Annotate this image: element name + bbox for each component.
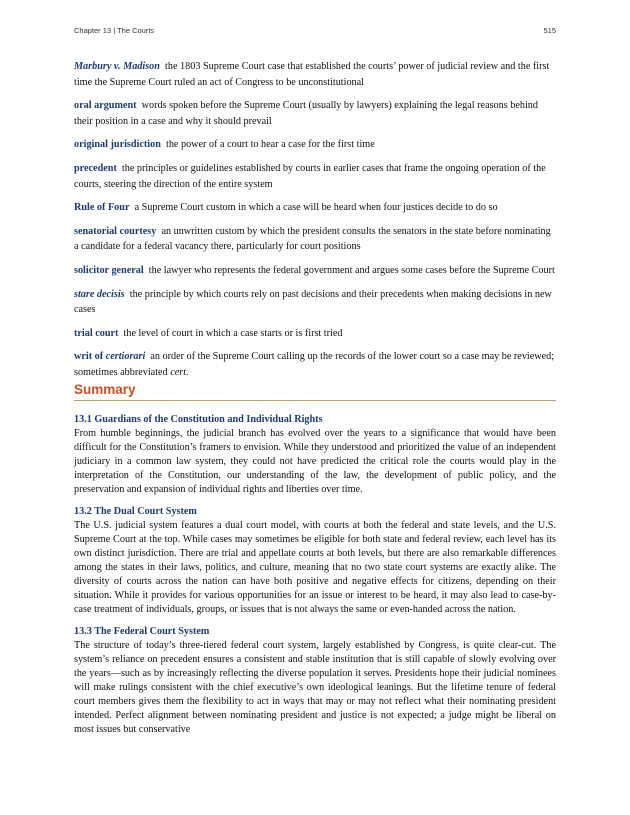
glossary-entry (74, 137, 556, 153)
glossary-entry (74, 59, 556, 90)
chapter-title: Chapter 13 | The Courts (74, 26, 155, 35)
glossary-term: precedent (74, 162, 117, 174)
summary-sections (74, 413, 556, 745)
section-text: From humble beginnings, the judicial branch has evolved over the years to a significance that would have been difficult for the Constitution’s framers to envision. While they understood and prioritized the value of an independent judiciary in a common law system, they could not have predicted the critical role the courts would play in the interpretation of the Constitution, our understanding of the law, the development of public policy, and the preservation and expansion of individual rights and liberties over time. (74, 428, 556, 495)
glossary-list (74, 59, 556, 389)
glossary-definition: the level of court in which a case starts or is first tried (123, 327, 343, 339)
glossary-term: trial court (74, 327, 119, 339)
glossary-definition: the principle by which courts rely on past decisions and their precedents when making decisions in new cases (74, 288, 552, 316)
glossary-definition: the power of a court to hear a case for the first time (165, 139, 375, 151)
summary-section (74, 625, 556, 737)
section-title: 13.1 Guardians of the Constitution and Individual Rights (74, 414, 323, 425)
glossary-entry (74, 349, 556, 380)
glossary-term: original jurisdiction (74, 139, 161, 151)
glossary-entry (74, 98, 556, 129)
glossary-term: solicitor general (74, 264, 144, 276)
running-header (74, 26, 556, 35)
glossary-term: oral argument (74, 100, 137, 112)
glossary-definition: an order of the Supreme Court calling up the records of the lower court so a case may be reviewed; sometimes abbreviated (74, 351, 555, 378)
section-text: The structure of today’s three-tiered federal court system, largely established by Congress, is quite clear-cut. The system’s reliance on precedent ensures a consistent and stable institution that is still capable of slowly evolving over the years—such as by increasingly reflecting the diverse population it serves. Presidents hope their judicial nominees will make rulings consistent with the chief executive’s own ideological leanings. But the lifetime tenure of federal court members gives them the flexibility to act in ways that may or may not reflect what their nominating president intended. Perfect alignment between nominating president and justice is not expected; a judge might be liberal on most issues but conservative (74, 640, 556, 735)
glossary-term: stare decisis (74, 288, 125, 300)
glossary-term: Marbury v. Madison (74, 61, 160, 72)
glossary-abbreviation: cert (170, 366, 187, 378)
glossary-definition: a Supreme Court custom in which a case will be heard when four justices decide to do so (134, 202, 498, 214)
page-number: 515 (543, 26, 556, 35)
glossary-term-prefix: writ of (74, 351, 104, 363)
glossary-term-italic: certiorari (105, 351, 146, 363)
section-title: 13.2 The Dual Court System (74, 506, 197, 517)
summary-section (74, 505, 556, 617)
glossary-entry (74, 263, 556, 279)
glossary-entry (74, 161, 556, 192)
glossary-term-writ (74, 351, 145, 362)
glossary-definition: the 1803 Supreme Court case that established the courts’ power of judicial review and the first time the Supreme Court ruled an act of Congress to be unconstitutional (74, 61, 550, 88)
glossary-definition: words spoken before the Supreme Court (usually by lawyers) explaining the legal reasons behind their position in a case and why it should prevail (74, 100, 538, 127)
glossary-entry (74, 200, 556, 216)
glossary-entry (74, 224, 556, 255)
glossary-entry (74, 326, 556, 342)
glossary-definition: an unwritten custom by which the president consults the senators in the state before nominating a candidate for a federal vacancy there, particularly for court positions (74, 225, 551, 253)
section-text: The U.S. judicial system features a dual court model, with courts at both the federal and state levels, and the U.S. Supreme Court at the top. While cases may sometimes be eligible for both state and federal review, each level has its own distinct jurisdiction. There are trial and appellate courts at both levels, but there are also remarkable differences among the states in their laws, politics, and culture, meaning that no two state court systems are exactly alike. The diversity of courts across the nation can have both positive and negative effects for citizens, depending on their situation. While it provides for various opportunities for an issue or interest to be heard, it may also lead to case-by-case treatment of individuals, groups, or issues that is not always the same or even-handed across the nation. (74, 520, 556, 615)
glossary-ending: . (186, 366, 189, 378)
summary-heading: Summary (74, 382, 556, 401)
glossary-definition: the lawyer who represents the federal government and argues some cases before the Supreme Court (148, 264, 555, 276)
glossary-term: Rule of Four (74, 202, 130, 214)
section-title: 13.3 The Federal Court System (74, 626, 210, 637)
glossary-entry (74, 287, 556, 318)
summary-section (74, 413, 556, 497)
glossary-definition: the principles or guidelines established by courts in earlier cases that frame the ongoing operation of the courts, steering the direction of the entire system (74, 162, 546, 190)
glossary-term: senatorial courtesy (74, 225, 157, 237)
